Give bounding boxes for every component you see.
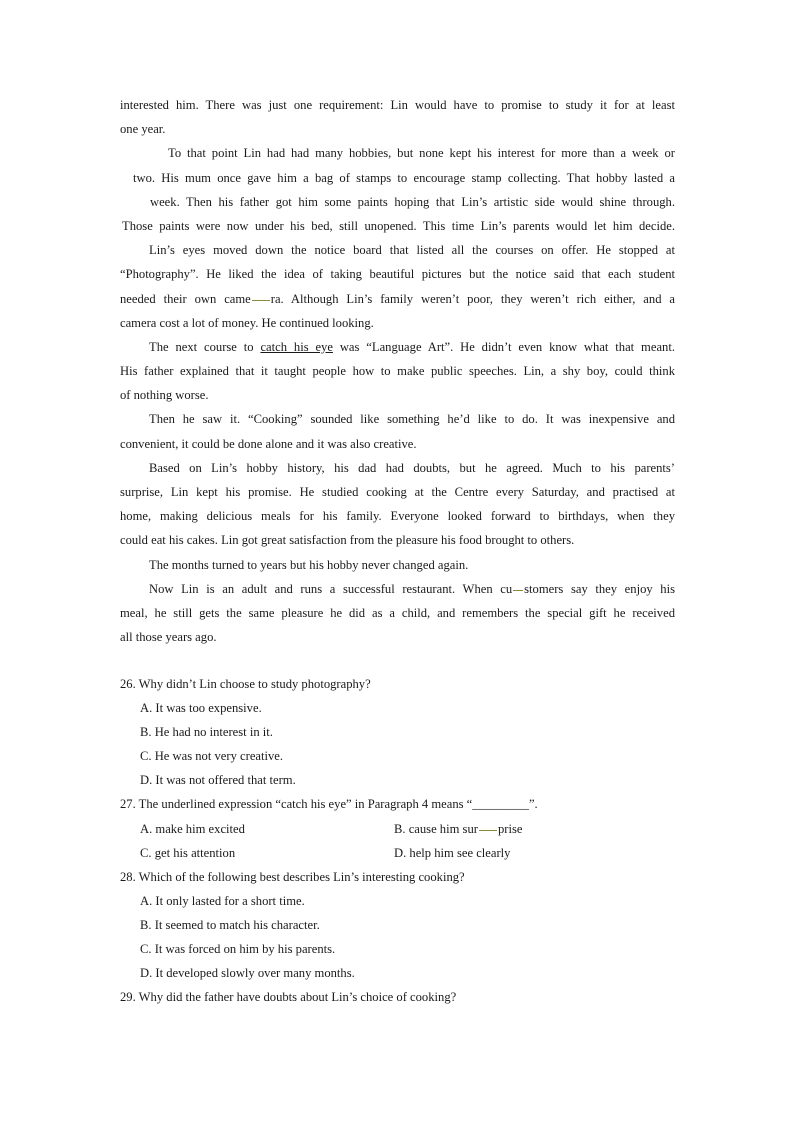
passage-text: ra. Although Lin’s family weren’t poor, they weren’t rich either, and a xyxy=(270,291,676,306)
passage-line: surprise, Lin kept his promise. He studied cooking at the Centre every Saturday, and practised at xyxy=(120,485,675,499)
passage-line: week. Then his father got him some paints hoping that Lin’s artistic side would shine through. xyxy=(150,194,675,209)
passage-text: stomers say they enjoy his xyxy=(524,581,675,596)
passage-line: The months turned to years but his hobby never changed again. xyxy=(149,557,469,572)
answer-option: C. get his attention xyxy=(140,845,236,860)
passage-text: was “Language Art”. He didn’t even know what that meant. xyxy=(332,339,675,354)
answer-option xyxy=(394,817,522,841)
option-text: prise xyxy=(497,821,523,836)
edit-mark xyxy=(479,830,497,831)
question-stem: 26. Why didn’t Lin choose to study photography? xyxy=(120,677,371,691)
passage-line: Based on Lin’s hobby history, his dad had doubts, but he agreed. Much to his parents’ xyxy=(149,460,675,475)
answer-option: D. help him see clearly xyxy=(394,845,511,860)
passage-line: To that point Lin had had many hobbies, but none kept his interest for more than a week or xyxy=(168,146,675,161)
passage-line: Then he saw it. “Cooking” sounded like something he’d like to do. It was inexpensive and xyxy=(149,412,675,427)
option-text: B. cause him sur xyxy=(394,821,478,836)
answer-option: A. make him excited xyxy=(140,821,245,836)
passage-line: interested him. There was just one requirement: Lin would have to promise to study it for at least xyxy=(120,98,675,112)
answer-option: D. It developed slowly over many months. xyxy=(140,966,355,981)
answer-option: C. It was forced on him by his parents. xyxy=(140,942,336,957)
answer-option: B. He had no interest in it. xyxy=(140,725,273,740)
reading-passage xyxy=(120,93,675,649)
passage-text: Now Lin is an adult and runs a successful restaurant. When cu xyxy=(149,581,513,596)
edit-mark xyxy=(252,300,270,301)
passage-line: meal, he still gets the same pleasure he did as a child, and remembers the special gift he received xyxy=(120,605,675,620)
passage-line xyxy=(120,335,675,359)
passage-text: needed their own came xyxy=(120,291,251,306)
passage-line: of nothing worse. xyxy=(120,388,209,403)
answer-option: A. It was too expensive. xyxy=(140,701,262,716)
passage-line: “Photography”. He liked the idea of taking beautiful pictures but the notice said that each student xyxy=(120,267,675,282)
passage-text: The next course to xyxy=(149,339,261,354)
passage-line: one year. xyxy=(120,122,166,137)
underlined-expression: catch his eye xyxy=(260,339,333,354)
answer-option: A. It only lasted for a short time. xyxy=(140,893,305,908)
passage-line: home, making delicious meals for his family. Everyone looked forward to birthdays, when they xyxy=(120,509,675,524)
answer-option: B. It seemed to match his character. xyxy=(140,917,320,932)
question-stem: 27. The underlined expression “catch his eye” in Paragraph 4 means “_________”. xyxy=(120,797,538,812)
passage-line: camera cost a lot of money. He continued looking. xyxy=(120,315,374,330)
answer-option-row xyxy=(120,817,680,841)
answer-option: D. It was not offered that term. xyxy=(140,773,296,788)
question-stem: 28. Which of the following best describes Lin’s interesting cooking? xyxy=(120,869,465,884)
answer-option-row xyxy=(120,841,680,865)
passage-line: convenient, it could be done alone and it was also creative. xyxy=(120,436,417,451)
question-stem: 29. Why did the father have doubts about Lin’s choice of cooking? xyxy=(120,990,457,1005)
passage-line: all those years ago. xyxy=(120,630,217,645)
passage-line: Lin’s eyes moved down the notice board that listed all the courses on offer. He stopped at xyxy=(149,243,675,258)
edit-mark xyxy=(513,590,523,591)
passage-line xyxy=(120,287,675,311)
question-list xyxy=(120,672,680,1009)
passage-line: Those paints were now under his bed, still unopened. This time Lin’s parents would let him decide. xyxy=(122,218,675,233)
answer-option: C. He was not very creative. xyxy=(140,749,284,764)
passage-line xyxy=(120,577,675,601)
passage-line: two. His mum once gave him a bag of stamps to encourage stamp collecting. That hobby lasted a xyxy=(133,170,675,185)
passage-line: His father explained that it taught people how to make public speeches. Lin, a shy boy, could think xyxy=(120,364,675,379)
passage-line: could eat his cakes. Lin got great satisfaction from the pleasure his food brought to others. xyxy=(120,533,575,548)
